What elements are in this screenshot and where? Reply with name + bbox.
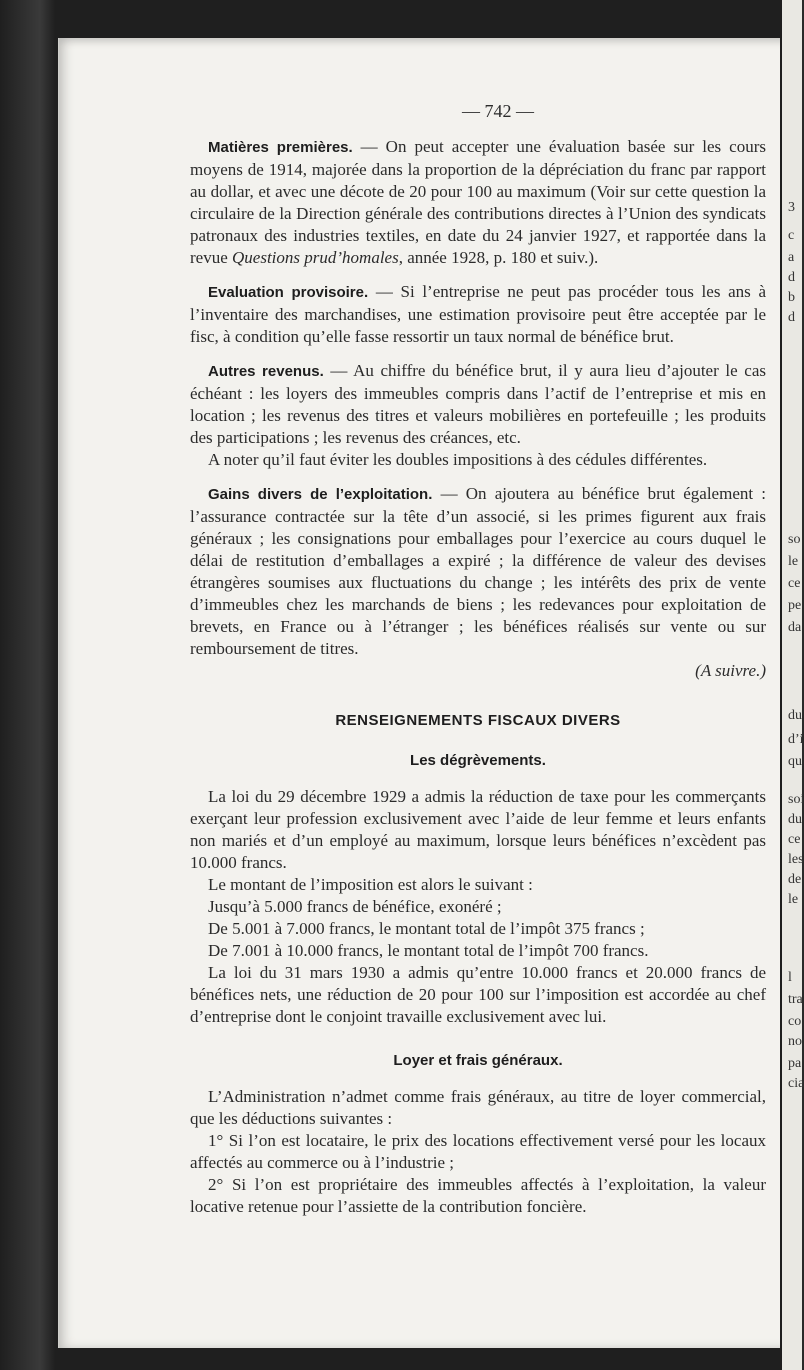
paragraph-degrevements-intro: La loi du 29 décembre 1929 a admis la réduction de taxe pour les commerçants exerçant leur profession exclusivement avec l’aide de leur femme et leurs enfants non mariés et d’un employé au maximum, lorsque leurs bénéfices n’excèdent pas 10.000 francs. xyxy=(190,787,766,872)
margin-fragment: da xyxy=(788,620,802,635)
section-title: RENSEIGNEMENTS FISCAUX DIVERS xyxy=(335,712,621,729)
paragraph-heading: Evaluation provisoire. xyxy=(208,284,369,301)
margin-fragment: l xyxy=(788,970,792,985)
paragraph-body: — Au chiffre du bénéfice brut, il y aura lieu d’ajouter le cas échéant : les loyers des immeubles compris dans l’actif de l’entreprise et mis en location ; les revenus des titres et valeurs mobilières en portefeuille ; les produits des participations ; les revenus des créances, etc. xyxy=(190,361,766,447)
margin-fragment: ce xyxy=(788,576,801,591)
margin-fragment: ce xyxy=(788,832,801,847)
tier-line: Jusqu’à 5.000 francs de bénéfice, exonéré ; xyxy=(208,897,502,916)
margin-fragment: soi xyxy=(788,792,804,807)
margin-fragment: cia xyxy=(788,1076,804,1091)
margin-fragment: c xyxy=(788,228,795,243)
paragraph-loyer-intro: L’Administration n’admet comme frais généraux, au titre de loyer commercial, que les déductions suivantes : xyxy=(190,1087,766,1128)
page-number: — 742 — xyxy=(462,101,534,121)
margin-fragment: d xyxy=(788,310,795,325)
margin-fragment: qu xyxy=(788,754,802,769)
margin-fragment: so xyxy=(788,532,801,547)
adjacent-page-edge xyxy=(780,0,802,1370)
margin-fragment: pa xyxy=(788,1056,802,1071)
paragraph-note: A noter qu’il faut éviter les doubles impositions à des cédules différentes. xyxy=(208,450,708,469)
paragraph-matieres xyxy=(190,136,766,269)
journal-title: Questions prud’homales xyxy=(232,248,399,267)
margin-fragment: no xyxy=(788,1034,802,1049)
paragraph-evaluation xyxy=(190,281,766,348)
margin-fragment: a xyxy=(788,250,795,265)
page-text xyxy=(190,100,766,1218)
margin-fragment: d xyxy=(788,270,795,285)
paragraph-body: — On ajoutera au bénéfice brut également : l’assurance contractée sur la tête d’un associé, si les primes figurent aux frais généraux ; les consignations pour emballages pour l’exercice au cours duquel le délai de restitution d’emballages a expiré ; la différence de valeur des devises étrangères soumises aux fluctuations du change ; les intérêts des prix de vente d’immeubles chez les marchands de biens ; les redevances pour exploitation de brevets, en France ou à l’étranger ; les bénéfices réalisés sur vente ou sur remboursement de titres. xyxy=(190,484,767,658)
margin-fragment: du xyxy=(788,812,802,827)
to-be-continued: (A suivre.) xyxy=(695,661,766,680)
margin-fragment: le xyxy=(788,892,799,907)
paragraph-body: — Si l’entreprise ne peut pas procéder tous les ans à l’inventaire des marchandises, une estimation provisoire peut être acceptée par le fisc, à condition qu’elle fasse ressortir un taux normal de bénéfice brut. xyxy=(190,282,766,346)
list-item-proprietaire: 2° Si l’on est propriétaire des immeubles affectés à l’exploitation, la valeur locative retenue pour l’assiette de la contribution foncière. xyxy=(190,1175,766,1216)
margin-fragment: de xyxy=(788,872,802,887)
paragraph-gains-divers xyxy=(190,483,766,660)
margin-fragment: du xyxy=(788,708,802,723)
paragraph-heading: Autres revenus. xyxy=(208,363,324,380)
margin-fragment: co xyxy=(788,1014,802,1029)
paragraph-body-end: , année 1928, p. 180 et suiv.). xyxy=(398,248,599,267)
paragraph-heading: Matières premières. xyxy=(208,139,353,156)
paragraph-body: — On peut accepter une évaluation basée sur les cours moyens de 1914, majorée dans la proportion de la dépréciation du franc par rapport au dollar, et avec une décote de 20 pour 100 au maximum (Voir sur cette question la circulaire de la Direction générale des contributions directes à l’Union des syndicats patronaux des industries textiles, en date du 24 janvier 1927, et rapportée dans la revue xyxy=(190,137,766,267)
margin-fragment: pe xyxy=(788,598,802,613)
margin-fragment: d’i xyxy=(788,732,804,747)
tier-line: De 7.001 à 10.000 francs, le montant total de l’impôt 700 francs. xyxy=(208,941,649,960)
paragraph-heading: Gains divers de l’exploitation. xyxy=(208,486,433,503)
subsection-title-loyer: Loyer et frais généraux. xyxy=(393,1052,563,1069)
tier-line: De 5.001 à 7.000 francs, le montant total de l’impôt 375 francs ; xyxy=(208,919,645,938)
paragraph-loi-1930: La loi du 31 mars 1930 a admis qu’entre 10.000 francs et 20.000 francs de bénéfices nets, une réduction de 20 pour 100 sur l’imposition est accordée au chef d’entreprise dont le conjoint travaille exclusivement avec lui. xyxy=(190,963,766,1026)
margin-fragment: le xyxy=(788,554,799,569)
margin-fragment: les xyxy=(788,852,804,867)
margin-fragment: b xyxy=(788,290,795,305)
margin-fragment: 3 xyxy=(788,200,795,215)
subsection-title-degrevements: Les dégrèvements. xyxy=(410,752,546,769)
paragraph-autres-revenus xyxy=(190,360,766,449)
margin-fragment: tra xyxy=(788,992,803,1007)
paragraph-montant: Le montant de l’imposition est alors le suivant : xyxy=(208,875,533,894)
list-item-locataire: 1° Si l’on est locataire, le prix des locations effectivement versé pour les locaux affectés au commerce ou à l’industrie ; xyxy=(190,1131,766,1172)
